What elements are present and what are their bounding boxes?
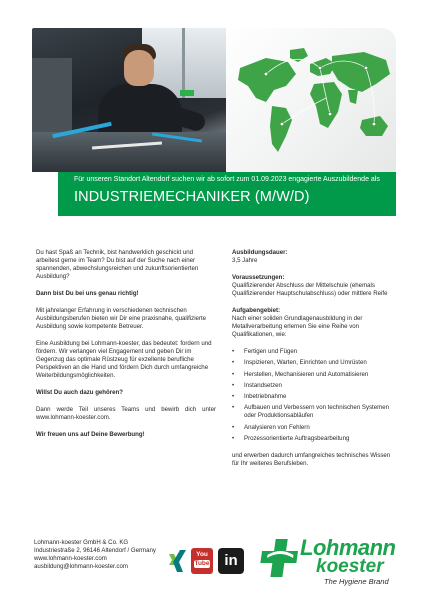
- logo-wordmark-line2: koester: [316, 556, 384, 577]
- headline-right-place: Dann bist Du bei uns genau richtig!: [36, 290, 139, 297]
- tasks-label: Aufgabengebiet:: [232, 307, 281, 314]
- task-item: • Herstellen, Mechanisieren und Automatisieren: [232, 371, 392, 379]
- world-map-graphic: [226, 28, 396, 172]
- map-location-pin: [280, 122, 284, 126]
- photo-workshop-panel: [32, 58, 72, 132]
- experience-paragraph: Mit jahrelanger Erfahrung in verschiedenen technischen Ausbildungsberufen bieten wir Dir eine praxisnahe, qualifizierte Ausbildung sowie kompetente Betreuer.: [36, 307, 207, 330]
- youtube-text-bottom: Tube: [194, 560, 210, 567]
- intro-paragraph: Du hast Spaß an Technik, bist handwerklich geschickt und arbeitest gerne im Team? Du bist auf der Suche nach einer spannenden, abwechslungsreichen und zukunftsorientierten Ausbildung?: [36, 249, 199, 280]
- map-india: [348, 90, 358, 104]
- apply-paragraph: Dann werde Teil unseres Teams und bewirb dich unter www.lohmann-koester.com.: [36, 406, 216, 421]
- duration-label: Ausbildungsdauer:: [232, 249, 288, 256]
- job-title-banner: [58, 172, 396, 216]
- lohmann-koester-logo: [256, 537, 396, 587]
- linkedin-icon[interactable]: [218, 548, 244, 574]
- hero-world-map: [226, 28, 396, 172]
- challenge-paragraph: Eine Ausbildung bei Lohmann-koester, das bedeutet: fordern und fördern. Wir verlangen viel Engagement und geben Dir im Gegenzug das optimale Rüstzeug für exzellente berufliche Perspektiven an die Hand und fördern Dich durch umfangreiche Weiterbildungsmöglichkeiten.: [36, 340, 212, 379]
- map-location-pin: [328, 112, 332, 116]
- company-name: Lohmann-koester GmbH & Co. KG: [34, 539, 129, 546]
- logo-wordmark-line1: Lohmann: [300, 535, 396, 560]
- footer-address: [34, 539, 184, 571]
- photo-person-head: [124, 50, 154, 86]
- requirements-label: Voraussetzungen:: [232, 274, 285, 281]
- headline-closing: Wir freuen uns auf Deine Bewerbung!: [36, 431, 145, 438]
- logo-cross-icon: [256, 537, 300, 581]
- task-item: • Prozessorientierte Auftragsbearbeitung: [232, 435, 392, 443]
- map-north-america: [238, 58, 296, 102]
- hero-photo-apprentice: [32, 28, 226, 172]
- tasks-intro: Nach einer soliden Grundlagenausbildung in der Metallverarbeitung erlernen Sie eine Reihe von Qualifikationen, wie:: [232, 315, 363, 338]
- right-column: [232, 249, 392, 477]
- photo-exit-sign: [180, 90, 194, 96]
- company-street: Industriestraße 2, 96146 Altendorf / Germany: [34, 547, 156, 554]
- task-item: • Inbetriebnahme: [232, 393, 392, 401]
- map-africa: [310, 82, 342, 128]
- tasks-list: [232, 348, 392, 443]
- left-column: [36, 249, 216, 448]
- task-item: • Fertigen und Fügen: [232, 348, 392, 356]
- xing-icon[interactable]: [166, 548, 188, 574]
- youtube-icon[interactable]: [191, 548, 213, 574]
- duration-value: 3,5 Jahre: [232, 257, 258, 264]
- task-item: • Instandsetzen: [232, 382, 392, 390]
- banner-subtitle: Für unseren Standort Altendorf suchen wir ab sofort zum 01.09.2023 engagierte Auszubildende als: [74, 176, 380, 183]
- company-email-link[interactable]: ausbildung@lohmann-koester.com: [34, 563, 128, 570]
- job-title: INDUSTRIEMECHANIKER (M/W/D): [74, 189, 310, 205]
- headline-join: Willst Du auch dazu gehören?: [36, 389, 123, 396]
- company-website-link[interactable]: www.lohmann-koester.com: [34, 555, 107, 562]
- map-location-pin: [318, 66, 322, 70]
- requirements-value: Qualifizierender Abschluss der Mittelschule (ehemals Qualifizierender Hauptschulabschluss) oder mittlere Reife: [232, 282, 388, 297]
- map-asia: [332, 52, 390, 92]
- youtube-text-top: You: [196, 551, 208, 558]
- linkedin-text: in: [224, 552, 238, 569]
- map-location-pin: [372, 122, 376, 126]
- map-location-pin: [264, 72, 268, 76]
- tasks-outro: und erwerben dadurch umfangreiches technisches Wissen für Ihr weiteres Berufsleben.: [232, 452, 391, 468]
- task-item: • Aufbauen und Verbessern von technischen Systemen oder Produktionsabläufen: [232, 404, 392, 420]
- map-south-america: [270, 106, 292, 152]
- logo-tagline: The Hygiene Brand: [324, 577, 389, 586]
- task-item: • Analysieren von Fehlern: [232, 424, 392, 432]
- map-location-pin: [364, 66, 368, 70]
- task-item: • Inspizieren, Warten, Einrichten und Umrüsten: [232, 359, 392, 367]
- xing-logo-graphic: [166, 548, 188, 574]
